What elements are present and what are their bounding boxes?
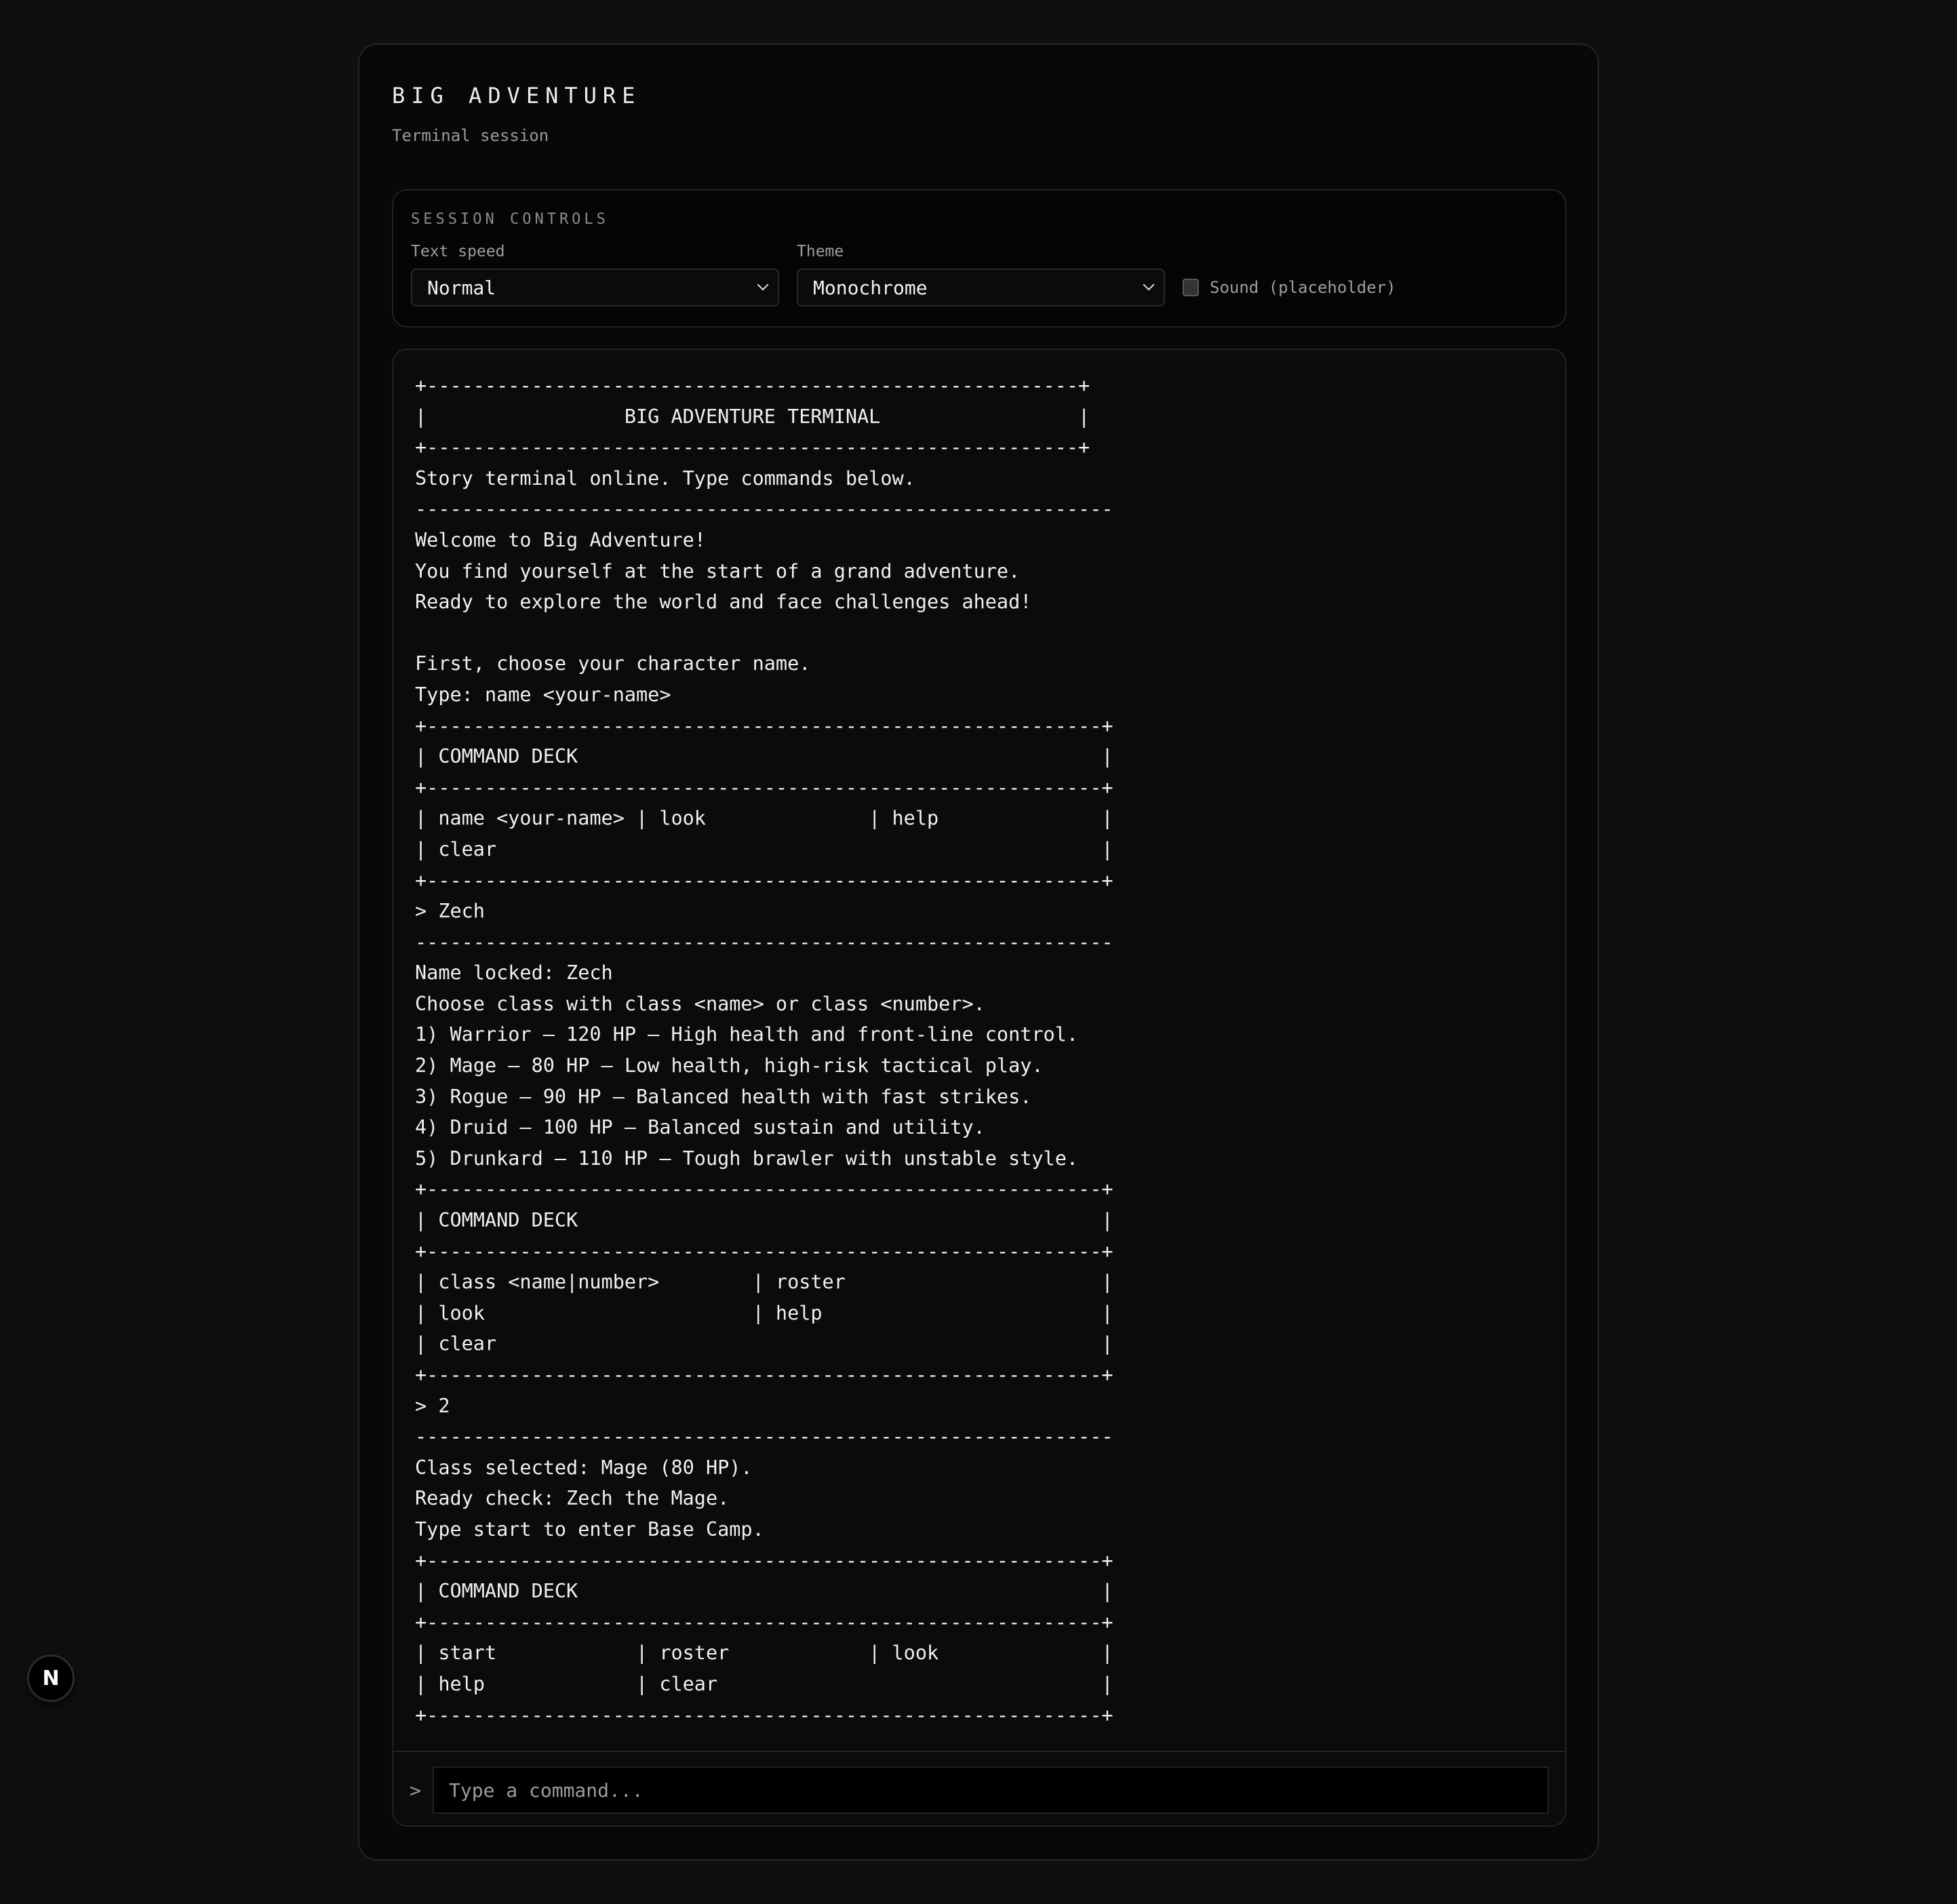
terminal-output (415, 370, 1551, 1753)
terminal-line: Type start to enter Base Camp. (415, 1518, 764, 1541)
terminal-line: 5) Drunkard – 110 HP – Tough brawler with unstable style. (415, 1147, 1079, 1170)
command-input[interactable] (433, 1766, 1549, 1814)
terminal-line: | name <your-name> | look | help | (415, 807, 1113, 830)
terminal-line: +--------------------------------------------------------+ (415, 374, 1090, 397)
terminal-line: +----------------------------------------------------------+ (415, 1364, 1113, 1386)
theme-field (797, 243, 1165, 306)
terminal-line: +----------------------------------------------------------+ (415, 1239, 1113, 1263)
nextjs-dev-indicator[interactable] (27, 1654, 75, 1702)
chevron-down-icon (757, 279, 769, 291)
terminal-line: Name locked: Zech (415, 961, 613, 985)
terminal-line: +----------------------------------------------------------+ (415, 714, 1113, 737)
terminal-line: Type: name <your-name> (415, 683, 671, 706)
terminal-line: +----------------------------------------------------------+ (415, 1703, 1113, 1726)
terminal-line: 2) Mage – 80 HP – Low health, high-risk tactical play. (415, 1054, 1044, 1077)
terminal-line: 4) Druid – 100 HP – Balanced sustain and utility. (415, 1116, 985, 1139)
app-card (358, 43, 1599, 1861)
sound-checkbox[interactable] (1183, 279, 1199, 296)
session-controls-row (411, 243, 1547, 306)
text-speed-field (411, 243, 779, 306)
text-speed-value: Normal (427, 276, 496, 299)
terminal-line: +----------------------------------------------------------+ (415, 1178, 1113, 1201)
terminal-line: | help | clear | (415, 1672, 1113, 1695)
terminal-line: ------------------------------------------------------------ (415, 1425, 1113, 1448)
sound-label: Sound (placeholder) (1210, 278, 1396, 297)
terminal-line: ------------------------------------------------------------ (415, 930, 1113, 953)
theme-select[interactable] (797, 269, 1165, 306)
terminal-line: > Zech (415, 900, 485, 923)
terminal-line: | start | roster | look | (415, 1642, 1113, 1665)
terminal-line: Ready check: Zech the Mage. (415, 1487, 730, 1510)
terminal-line: ------------------------------------------------------------ (415, 498, 1113, 521)
terminal-line: +----------------------------------------------------------+ (415, 776, 1113, 799)
page-subtitle: Terminal session (392, 126, 549, 145)
terminal-panel (392, 349, 1566, 1827)
terminal-line: | clear | (415, 1332, 1113, 1355)
terminal-line: +----------------------------------------------------------+ (415, 1610, 1113, 1633)
terminal-line: | look | help | (415, 1301, 1113, 1324)
command-input-row (393, 1751, 1565, 1827)
session-controls-title: SESSION CONTROLS (411, 211, 609, 228)
terminal-line: First, choose your character name. (415, 652, 811, 675)
terminal-line: +----------------------------------------------------------+ (415, 1549, 1113, 1572)
terminal-line: 1) Warrior – 120 HP – High health and front-line control. (415, 1023, 1079, 1046)
terminal-line: +----------------------------------------------------------+ (415, 869, 1113, 892)
terminal-line: | COMMAND DECK | (415, 1580, 1113, 1603)
sound-toggle[interactable] (1183, 269, 1396, 306)
terminal-line: +--------------------------------------------------------+ (415, 436, 1090, 459)
terminal-line: | COMMAND DECK | (415, 745, 1113, 768)
terminal-line: | COMMAND DECK | (415, 1209, 1113, 1232)
terminal-line: > 2 (415, 1394, 450, 1417)
terminal-line (415, 618, 1551, 649)
terminal-line: Class selected: Mage (80 HP). (415, 1456, 753, 1479)
terminal-line: Welcome to Big Adventure! (415, 528, 706, 551)
terminal-line: | BIG ADVENTURE TERMINAL | (415, 405, 1090, 428)
text-speed-label: Text speed (411, 243, 505, 260)
chevron-down-icon (1143, 279, 1155, 291)
terminal-line: You find yourself at the start of a grand adventure. (415, 559, 1021, 582)
theme-label: Theme (797, 243, 844, 260)
terminal-line: Choose class with class <name> or class <number>. (415, 992, 985, 1015)
text-speed-select[interactable] (411, 269, 779, 306)
page-title: BIG ADVENTURE (392, 83, 641, 108)
terminal-line: Story terminal online. Type commands below. (415, 467, 915, 490)
terminal-line: | class <name|number> | roster | (415, 1271, 1113, 1294)
nextjs-logo-icon: N (42, 1666, 60, 1690)
terminal-line: Ready to explore the world and face challenges ahead! (415, 591, 1032, 614)
prompt-symbol: > (410, 1779, 421, 1802)
session-controls-panel (392, 189, 1566, 328)
terminal-line: 3) Rogue – 90 HP – Balanced health with fast strikes. (415, 1085, 1032, 1108)
theme-value: Monochrome (813, 276, 928, 299)
terminal-line: | clear | (415, 837, 1113, 860)
